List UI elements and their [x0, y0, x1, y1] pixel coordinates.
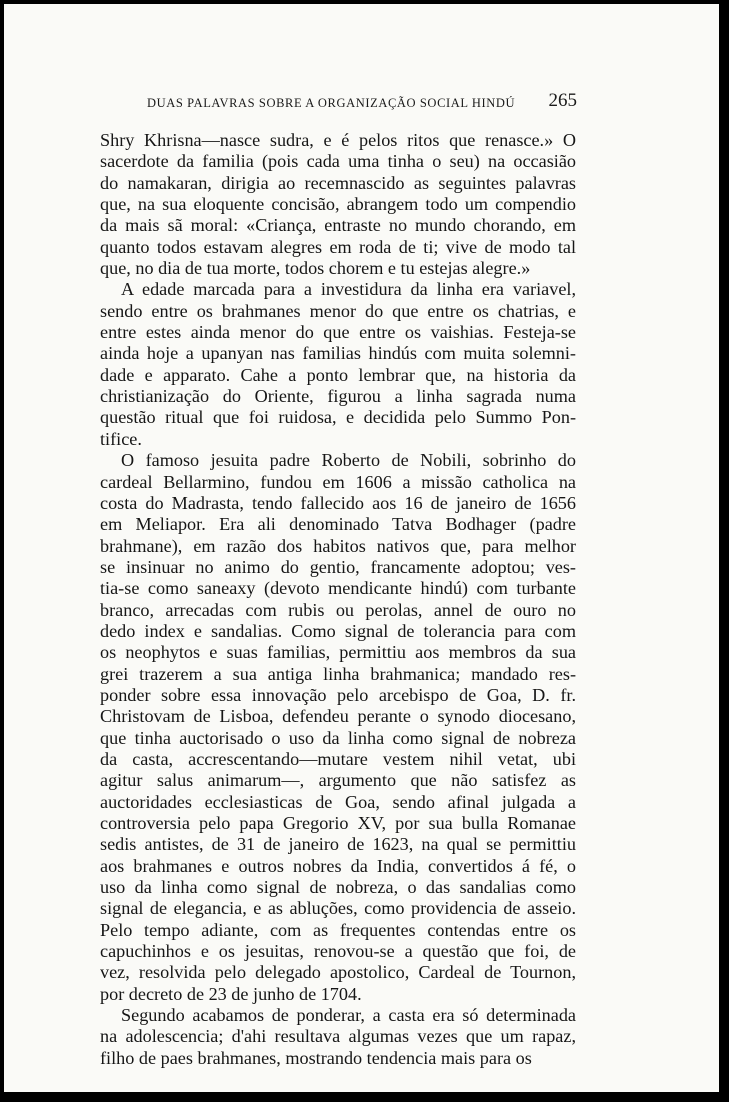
text-line: brahmane), em razão dos habitos nativos que, para melhor	[100, 535, 576, 556]
text-line: A edade marcada para a investidura da linha era variavel,	[121, 279, 576, 300]
text-line: tia-se como saneaxy (devoto mendicante hindú) com turbante	[100, 578, 576, 599]
text-line: quanto todos estavam alegres em roda de ti; vive de modo tal	[100, 236, 576, 257]
text-line: sedis antistes, de 31 de janeiro de 1623, na qual se permittiu	[100, 834, 576, 855]
page-header	[147, 90, 577, 116]
text-line: christianização do Oriente, figurou a linha sagrada numa	[100, 386, 576, 407]
text-line: auctoridades ecclesiasticas de Goa, sendo afinal julgada a	[100, 791, 576, 812]
text-line: dade e apparato. Cahe a ponto lembrar que, na historia da	[100, 364, 576, 385]
text-line: tifice.	[100, 428, 142, 449]
running-title: DUAS PALAVRAS SOBRE A ORGANIZAÇÃO SOCIAL HINDÚ	[147, 96, 516, 110]
body-text	[100, 130, 576, 1069]
text-line: da mais sã moral: «Criança, entraste no mundo chorando, em	[100, 215, 576, 236]
text-line: os neophytos e suas familias, permittiu aos membros da sua	[100, 642, 576, 663]
text-line: O famoso jesuita padre Roberto de Nobili, sobrinho do	[121, 450, 576, 471]
text-line: que, no dia de tua morte, todos chorem e tu estejas alegre.»	[100, 258, 531, 279]
text-line: grei trazerem a sua antiga linha brahmanica; mandado res-	[100, 663, 576, 684]
text-line: cardeal Bellarmino, fundou em 1606 a missão catholica na	[100, 471, 576, 492]
text-line: Christovam de Lisboa, defendeu perante o synodo diocesano,	[100, 706, 576, 727]
text-line: dedo index e sandalias. Como signal de tolerancia para com	[100, 620, 576, 641]
text-line: branco, arrecadas com rubis ou perolas, annel de ouro no	[100, 599, 576, 620]
text-line: capuchinhos e os jesuitas, renovou-se a questão que foi, de	[100, 941, 576, 962]
text-line: do namakaran, dirigia ao recemnascido as seguintes palavras	[100, 172, 576, 193]
text-line: ponder sobre essa innovação pelo arcebispo de Goa, D. fr.	[100, 684, 576, 705]
text-line: da casta, accrescentando—mutare vestem nihil vetat, ubi	[100, 748, 576, 769]
text-line: ainda hoje a upanyan nas familias hindús com muita solemni-	[100, 343, 576, 364]
text-line: por decreto de 23 de junho de 1704.	[100, 983, 362, 1004]
text-line: em Meliapor. Era ali denominado Tatva Bodhager (padre	[100, 514, 576, 535]
text-line: se insinuar no animo do gentio, francamente adoptou; ves-	[100, 556, 576, 577]
paragraph	[100, 279, 576, 450]
text-line: que, na sua eloquente concisão, abrangem todo um compendio	[100, 194, 576, 215]
text-line: uso da linha como signal de nobreza, o das sandalias como	[100, 877, 576, 898]
page-number: 265	[548, 90, 577, 111]
text-line: Segundo acabamos de ponderar, a casta era só determinada	[121, 1005, 576, 1026]
text-line: entre estes ainda menor do que entre os vaishias. Festeja-se	[100, 322, 576, 343]
text-line: controversia pelo papa Gregorio XV, por sua bulla Romanae	[100, 813, 576, 833]
text-line: signal de elegancia, e as abluções, como providencia de asseio.	[100, 898, 576, 919]
paragraph	[100, 450, 576, 1005]
text-line: na adolescencia; d'ahi resultava algumas vezes que um rapaz,	[100, 1026, 576, 1047]
paragraph	[100, 130, 576, 279]
text-line: vez, resolvida pelo delegado apostolico, Cardeal de Tournon,	[100, 962, 576, 983]
text-line: sendo entre os brahmanes menor do que entre os chatrias, e	[100, 300, 576, 321]
text-line: agitur salus animarum—, argumento que não satisfez as	[100, 770, 576, 791]
text-line: sacerdote da familia (pois cada uma tinha o seu) na occasião	[100, 151, 576, 172]
paragraph	[100, 1005, 576, 1069]
text-line: filho de paes brahmanes, mostrando tendencia mais para os	[100, 1047, 532, 1068]
text-line: costa do Madrasta, tendo fallecido aos 16 de janeiro de 1656	[100, 492, 576, 513]
text-line: que tinha auctorisado o uso da linha como signal de nobreza	[100, 727, 576, 748]
text-line: aos brahmanes e outros nobres da India, convertidos á fé, o	[100, 855, 576, 876]
text-line: questão ritual que foi ruidosa, e decidida pelo Summo Pon-	[100, 407, 576, 428]
text-line: Pelo tempo adiante, com as frequentes contendas entre os	[100, 919, 576, 940]
text-line: Shry Khrisna—nasce sudra, e é pelos ritos que renasce.» O	[100, 130, 576, 150]
